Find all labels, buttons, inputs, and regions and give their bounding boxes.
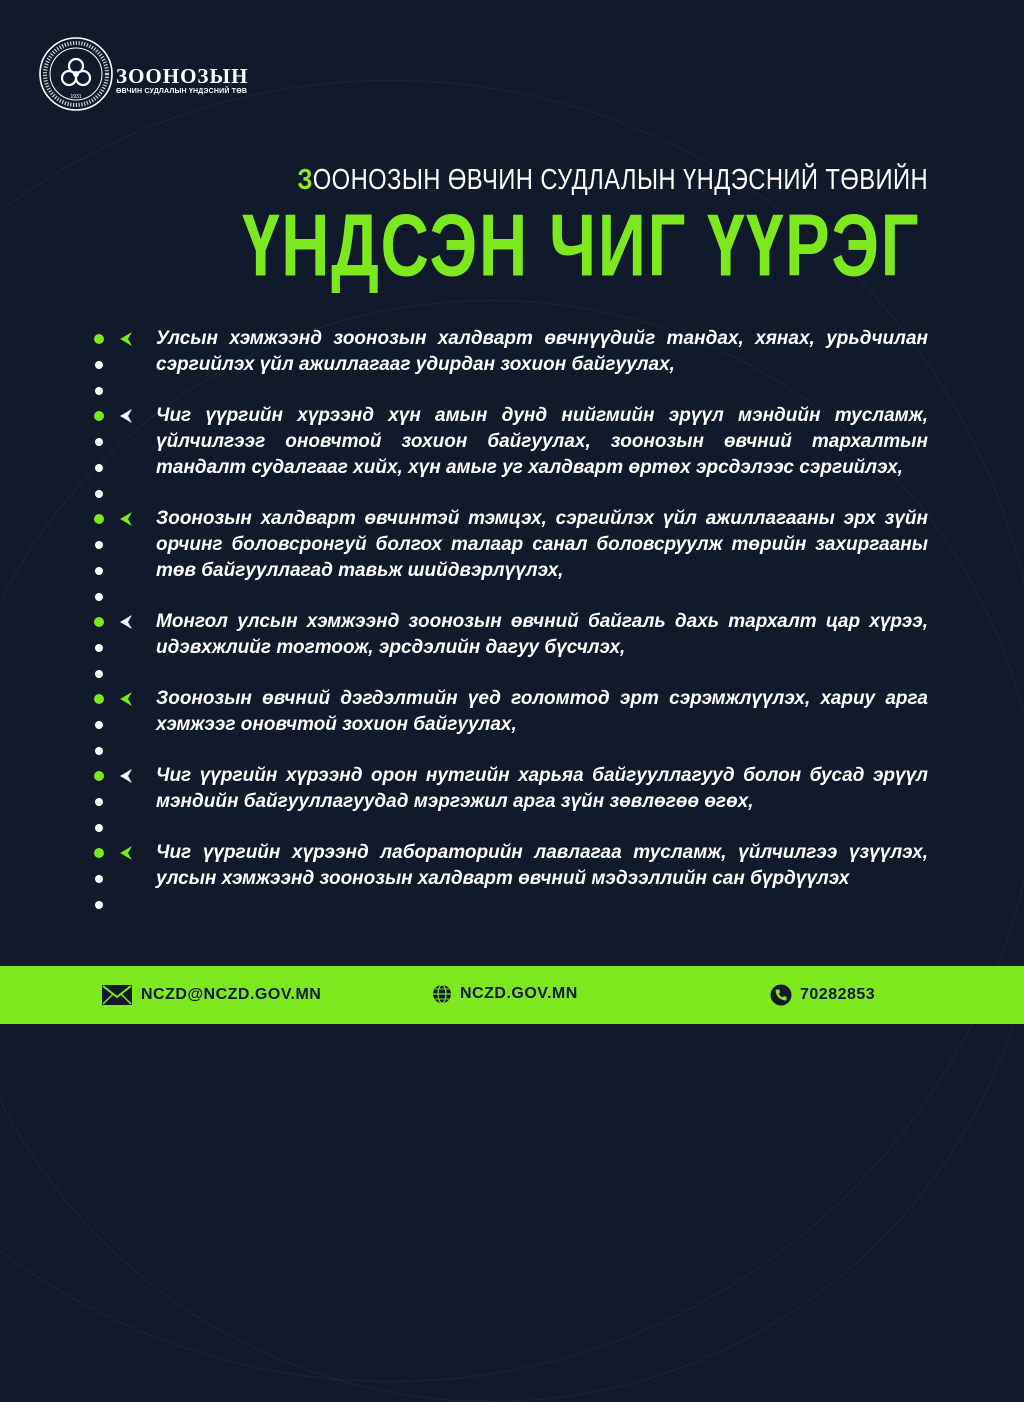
list-item bbox=[92, 326, 928, 378]
phone-icon bbox=[770, 984, 792, 1006]
bullet-dot bbox=[95, 747, 103, 755]
list-item bbox=[92, 403, 928, 481]
bullet-dot bbox=[95, 721, 103, 729]
bullet-dot bbox=[95, 541, 103, 549]
bullet-dot-accent bbox=[94, 848, 104, 858]
seal-year: 1931 bbox=[70, 94, 82, 100]
chevron-left-icon bbox=[116, 767, 134, 785]
bullet-dot-accent bbox=[94, 334, 104, 344]
list-item bbox=[92, 609, 928, 661]
duties-list bbox=[92, 326, 928, 917]
logo-text bbox=[116, 65, 248, 96]
logo bbox=[38, 36, 248, 112]
footer-website[interactable] bbox=[432, 984, 578, 1004]
list-item-text: Зоонозын халдварт өвчинтэй тэмцэх, сэргийлэх үйл ажиллагааны эрх зүйн орчинг боловсронгуй болгох талаар санал боловсруулж төрийн захиргааны төв байгууллагад тавьж шийдвэрлүүлэх, bbox=[156, 508, 928, 581]
list-item-text: Чиг үүргийн хүрээнд орон нутгийн харьяа байгууллагууд болон бусад эрүүл мэндийн байгууллагуудад мэргэжил арга зүйн зөвлөгөө өгөх, bbox=[156, 765, 928, 812]
footer-phone[interactable] bbox=[770, 984, 875, 1006]
bullet-dot bbox=[95, 901, 103, 909]
list-item-text: Чиг үүргийн хүрээнд лабораторийн лавлагаа тусламж, үйлчилгээ үзүүлэх, улсын хэмжээнд зоонозын халдварт өвчний мэдээллийн сан бүрдүүлэх bbox=[156, 842, 928, 889]
bullet-dot-accent bbox=[94, 617, 104, 627]
bullet-dot bbox=[95, 438, 103, 446]
bullet-dot-accent bbox=[94, 694, 104, 704]
bullet-dot bbox=[95, 670, 103, 678]
bullet-dot-accent bbox=[94, 411, 104, 421]
website-url[interactable]: NCZD.GOV.MN bbox=[460, 985, 578, 1002]
page-title: ҮНДСЭН ЧИГ ҮҮРЭГ bbox=[242, 197, 920, 295]
bullet-dot-accent bbox=[94, 771, 104, 781]
chevron-left-icon bbox=[116, 407, 134, 425]
list-item bbox=[92, 506, 928, 584]
bullet-dot bbox=[95, 824, 103, 832]
bullet-dot bbox=[95, 387, 103, 395]
brand-subtitle: ӨВЧИН СУДЛАЛЫН ҮНДЭСНИЙ ТӨВ bbox=[116, 87, 248, 95]
chevron-left-icon bbox=[116, 330, 134, 348]
list-item-text: Монгол улсын хэмжээнд зоонозын өвчний байгаль дахь тархалт цар хүрээ, идэвхжлийг тогтоож, эрсдэлийн дагуу бүсчлэх, bbox=[156, 611, 928, 658]
phone-number[interactable]: 70282853 bbox=[800, 986, 876, 1003]
email-address[interactable]: NCZD@NCZD.GOV.MN bbox=[141, 986, 322, 1003]
chevron-left-icon bbox=[116, 510, 134, 528]
list-item-text: Улсын хэмжээнд зоонозын халдварт өвчнүүдийг тандах, хянах, урьдчилан сэргийлэх үйл ажиллагааг удирдан зохион байгуулах, bbox=[156, 328, 928, 375]
chevron-left-icon bbox=[116, 844, 134, 862]
heading-subtitle-rest: ООНОЗЫН ӨВЧИН СУДЛАЛЫН ҮНДЭСНИЙ ТӨВИЙН bbox=[312, 164, 929, 196]
bullet-dot bbox=[95, 875, 103, 883]
list-item bbox=[92, 840, 928, 892]
bullet-dot bbox=[95, 567, 103, 575]
bullet-dot bbox=[95, 464, 103, 472]
list-item bbox=[92, 763, 928, 815]
bullet-dot bbox=[95, 361, 103, 369]
biohazard-seal-icon bbox=[38, 36, 114, 112]
globe-icon bbox=[432, 984, 452, 1004]
bullet-dot bbox=[95, 644, 103, 652]
bullet-dot bbox=[95, 593, 103, 601]
list-item bbox=[92, 686, 928, 738]
heading-subtitle bbox=[297, 164, 928, 197]
list-item-text: Зоонозын өвчний дэгдэлтийн үед голомтод эрт сэрэмжлүүлэх, хариу арга хэмжээг оновчтой зохион байгуулах, bbox=[156, 688, 928, 735]
bullet-dot bbox=[95, 490, 103, 498]
list-item-text: Чиг үүргийн хүрээнд хүн амын дунд нийгмийн эрүүл мэндийн тусламж, үйлчилгээг оновчтой зохион байгуулах, зоонозын өвчний тархалтын тандалт судалгааг хийх, хүн амыг уг халдварт өртөх эрсдэлээс сэргийлэх, bbox=[156, 405, 928, 478]
envelope-icon bbox=[101, 984, 133, 1006]
footer-email[interactable] bbox=[101, 984, 321, 1006]
chevron-left-icon bbox=[116, 690, 134, 708]
footer-bar bbox=[0, 966, 1024, 1024]
bullet-dot-accent bbox=[94, 514, 104, 524]
bullet-dot bbox=[95, 798, 103, 806]
brand-name: ЗООНОЗЫН bbox=[116, 63, 249, 88]
heading-subtitle-first-letter: З bbox=[297, 164, 313, 196]
chevron-left-icon bbox=[116, 613, 134, 631]
